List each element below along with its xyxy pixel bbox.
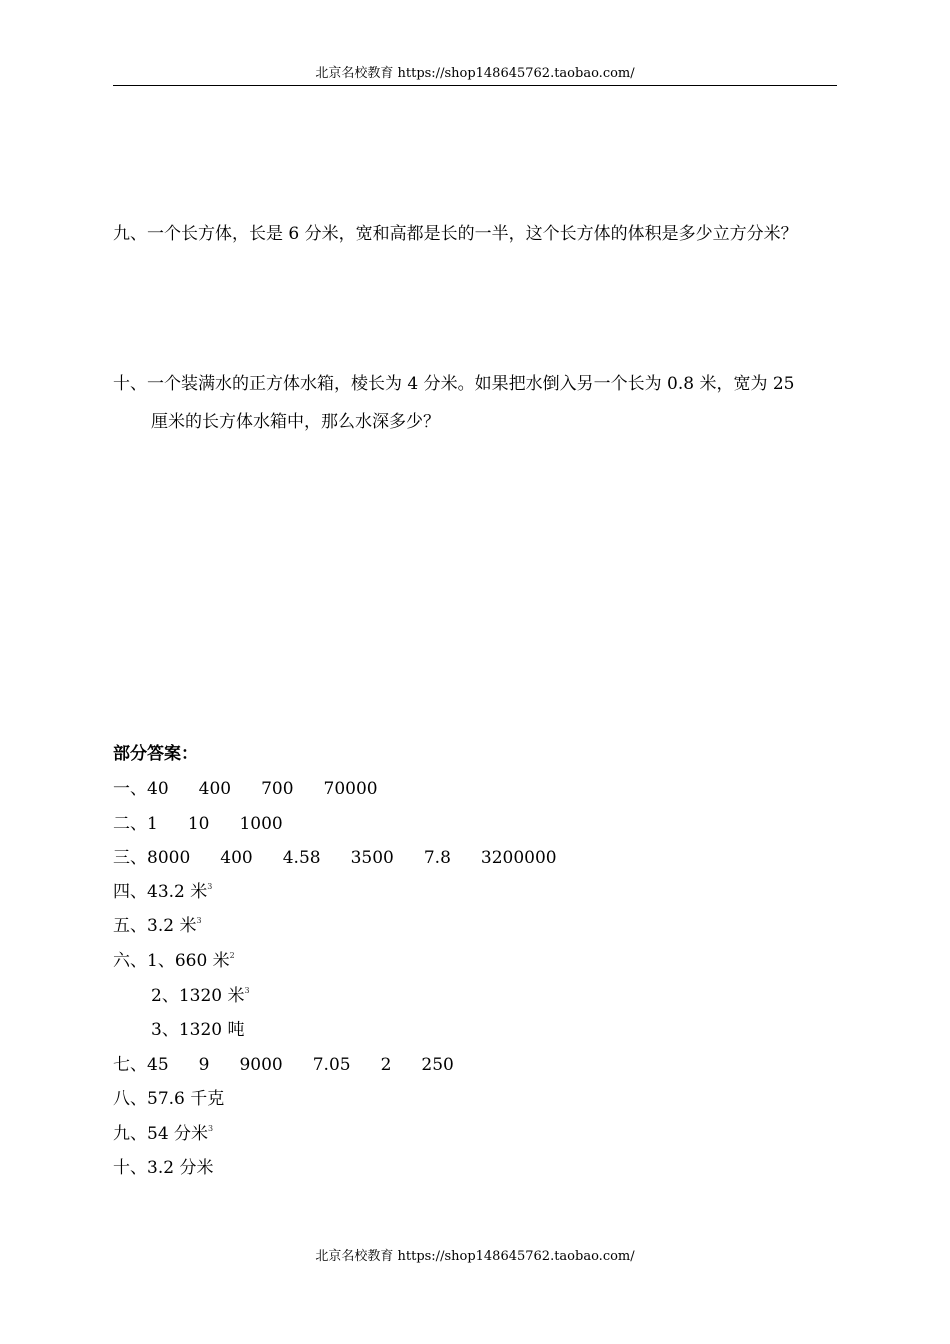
page-header: 北京名校教育 https://shop148645762.taobao.com/ [315, 66, 635, 81]
answer-text: 十、3.2 分米 [113, 1158, 214, 1178]
answer-value: 10 [187, 814, 210, 834]
answer-text: 五、3.2 米 [113, 916, 197, 936]
answer-value: 40 [147, 779, 169, 799]
answer-text: 六、1、660 米 [113, 951, 230, 971]
answer-value: 700 [261, 779, 294, 799]
page-footer: 北京名校教育 https://shop148645762.taobao.com/ [315, 1249, 635, 1264]
answer-text: 四、43.2 米 [113, 882, 208, 902]
answer-exponent: 3 [244, 986, 250, 995]
answer-7 [113, 1054, 454, 1076]
answer-value: 7.05 [312, 1055, 351, 1075]
answer-value: 400 [220, 848, 253, 868]
answer-exponent: 3 [207, 882, 213, 891]
answer-exponent: 3 [196, 916, 202, 925]
answer-value: 400 [198, 779, 232, 799]
answer-value: 9 [198, 1055, 210, 1075]
answer-value: 250 [421, 1055, 454, 1075]
answer-value: 70000 [323, 779, 378, 799]
answer-10 [113, 1157, 213, 1179]
answer-text: 八、57.6 千克 [113, 1089, 225, 1109]
answer-prefix: 二、 [113, 814, 147, 834]
question-10-line-2: 厘米的长方体水箱中，那么水深多少？ [151, 412, 440, 432]
answer-value: 1 [147, 814, 158, 834]
answer-text: 九、54 分米 [113, 1124, 209, 1144]
answer-value: 4.58 [282, 848, 321, 868]
answer-exponent: 3 [208, 1124, 214, 1133]
answer-value: 3500 [350, 848, 394, 868]
answer-value: 3200000 [480, 848, 557, 868]
answer-value: 7.8 [423, 848, 451, 868]
answers-title: 部分答案： [113, 744, 198, 764]
answer-value: 1000 [239, 814, 283, 834]
answer-3 [113, 847, 557, 869]
answer-8 [113, 1088, 224, 1110]
question-9: 九、一个长方体，长是 6 分米，宽和高都是长的一半，这个长方体的体积是多少立方分米？ [113, 224, 798, 244]
answer-6-1 [113, 950, 235, 972]
answer-6-3 [151, 1019, 244, 1041]
answer-6-2 [151, 985, 250, 1007]
answer-value: 45 [147, 1055, 169, 1075]
answer-prefix: 七、 [113, 1055, 147, 1075]
answer-prefix: 一、 [113, 779, 147, 799]
answer-value: 9000 [239, 1055, 283, 1075]
answer-2 [113, 813, 283, 835]
answer-5 [113, 915, 202, 937]
answer-text: 2、1320 米 [151, 986, 245, 1006]
answer-value: 8000 [147, 848, 191, 868]
question-10-line-1: 十、一个装满水的正方体水箱，棱长为 4 分米。如果把水倒入另一个长为 0.8 米，宽为 25 [113, 374, 795, 394]
answer-4 [113, 881, 212, 903]
answer-9 [113, 1123, 213, 1145]
answer-prefix: 三、 [113, 848, 147, 868]
answer-exponent: 2 [229, 951, 235, 960]
header-divider [113, 85, 837, 86]
answer-value: 2 [380, 1055, 392, 1075]
answer-text: 3、1320 吨 [151, 1020, 245, 1040]
answer-1 [113, 778, 378, 800]
